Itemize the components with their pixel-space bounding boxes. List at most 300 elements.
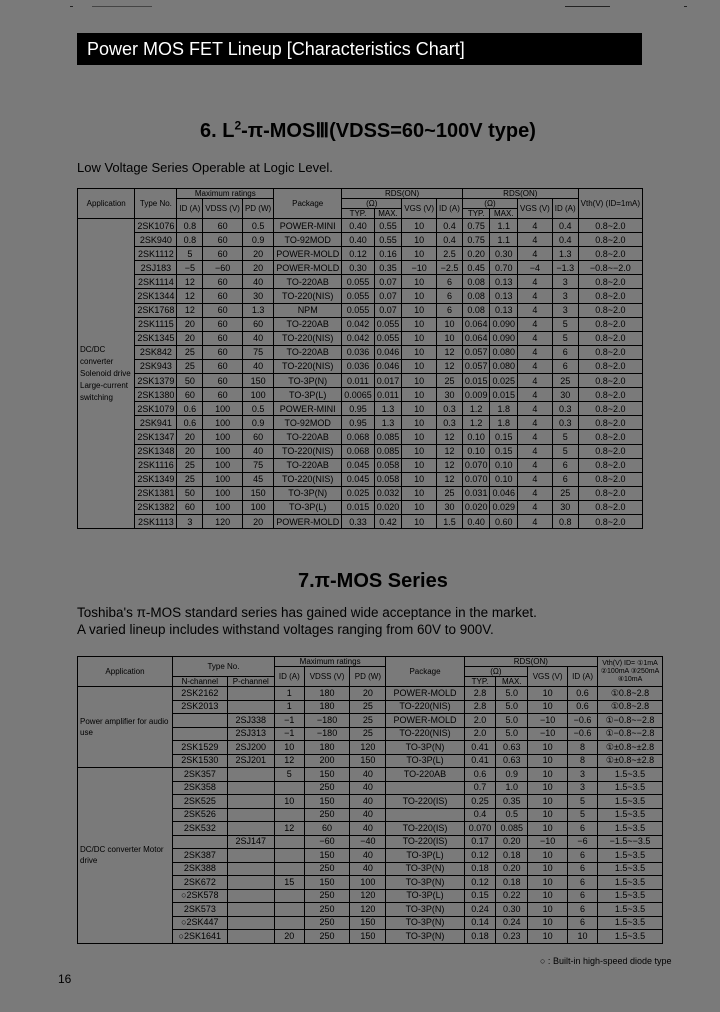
- intro-line-2: A varied lineup includes withstand voltages ranging from 60V to 900V.: [77, 622, 494, 637]
- table-row: [78, 219, 643, 233]
- table-cell: 60: [203, 317, 243, 331]
- table-cell: 25: [350, 714, 386, 728]
- table-cell: 0.35: [496, 795, 528, 809]
- col-max-1: MAX.: [374, 209, 402, 219]
- table-cell: 4: [517, 416, 552, 430]
- table-cell: 250: [304, 930, 350, 944]
- table-cell: 0.5: [496, 808, 528, 822]
- table-cell: 0.8~2.0: [578, 444, 642, 458]
- table-cell: 0.057: [462, 359, 490, 373]
- table-cell: 5.0: [496, 727, 528, 741]
- table-cell: 50: [177, 374, 203, 388]
- table-cell: [227, 687, 274, 701]
- table-cell: 0.3: [552, 416, 578, 430]
- table-cell: 10: [437, 331, 463, 345]
- table-row: [78, 458, 643, 472]
- table-row: [78, 289, 643, 303]
- col-type-no: Type No.: [135, 189, 177, 219]
- table-cell: 0.41: [464, 741, 496, 755]
- table-cell: 6: [437, 275, 463, 289]
- table-cell: 3: [552, 289, 578, 303]
- table-cell: TO-3P(N): [386, 876, 464, 890]
- table-cell: 150: [304, 768, 350, 782]
- table-cell: 0.8~2.0: [578, 514, 642, 528]
- table-cell: −2.5: [437, 261, 463, 275]
- table-cell: 2.0: [464, 727, 496, 741]
- table-cell: 2SJ183: [135, 261, 177, 275]
- application-cell: DC/DC converter Solenoid drive Large-current switching: [78, 219, 135, 529]
- table-row: [78, 247, 643, 261]
- table-cell: 25: [350, 727, 386, 741]
- table-cell: 6: [552, 472, 578, 486]
- table-cell: 0.63: [496, 741, 528, 755]
- table-cell: 0.055: [374, 331, 402, 345]
- table-cell: 12: [437, 444, 463, 458]
- table-cell: 4: [517, 444, 552, 458]
- col-ohm-1: (Ω): [342, 199, 402, 209]
- table-cell: [227, 862, 274, 876]
- table-cell: 0.07: [374, 303, 402, 317]
- table-cell: POWER-MOLD: [274, 261, 342, 275]
- col-vgs: VGS (V): [528, 667, 568, 687]
- table-cell: ①0.8~2.8: [598, 687, 663, 701]
- table-cell: 1: [274, 687, 304, 701]
- table-cell: 0.015: [462, 374, 490, 388]
- table-cell: 0.031: [462, 486, 490, 500]
- table-cell: 60: [203, 219, 243, 233]
- table-cell: 2SK1116: [135, 458, 177, 472]
- table-cell: 25: [437, 374, 463, 388]
- table-cell: 0.45: [462, 261, 490, 275]
- table-cell: 0.13: [490, 303, 518, 317]
- table-cell: 2SK1079: [135, 402, 177, 416]
- table-cell: 0.42: [374, 514, 402, 528]
- table-cell: 0.10: [490, 458, 518, 472]
- table-cell: 1.5~3.5: [598, 916, 663, 930]
- table-cell: 5.0: [496, 714, 528, 728]
- col-vdss: VDSS (V): [203, 199, 243, 219]
- section6-title-prefix: 6. L: [200, 120, 235, 142]
- table-cell: 2SK358: [173, 781, 228, 795]
- table-cell: 5: [552, 317, 578, 331]
- table-cell: 1.5~3.5: [598, 795, 663, 809]
- table-cell: 0.5: [242, 219, 273, 233]
- table-cell: 10: [528, 876, 568, 890]
- table-cell: 25: [552, 486, 578, 500]
- table-cell: [274, 849, 304, 863]
- table-cell: 0.4: [552, 233, 578, 247]
- table-cell: 10: [528, 687, 568, 701]
- table-row: [78, 374, 643, 388]
- table-cell: 0.070: [464, 822, 496, 836]
- table-cell: 0.064: [462, 331, 490, 345]
- table-cell: 4: [517, 303, 552, 317]
- table-cell: 10: [402, 317, 437, 331]
- table-cell: 60: [203, 303, 243, 317]
- table-cell: 0.8~2.0: [578, 402, 642, 416]
- table-cell: 12: [274, 754, 304, 768]
- table-cell: 0.70: [490, 261, 518, 275]
- table-cell: 10: [528, 754, 568, 768]
- table-cell: 10: [528, 822, 568, 836]
- col-typ-1: TYP.: [342, 209, 375, 219]
- table-cell: 0.085: [496, 822, 528, 836]
- table-cell: TO-3P(N): [386, 930, 464, 944]
- table-cell: 0.080: [490, 345, 518, 359]
- table-cell: [227, 916, 274, 930]
- table-cell: TO-220(NIS): [274, 289, 342, 303]
- table-cell: 10: [528, 916, 568, 930]
- table-cell: 2SK1349: [135, 472, 177, 486]
- table-cell: 0.8~2.0: [578, 500, 642, 514]
- table-cell: 0.12: [342, 247, 375, 261]
- page-header: Power MOS FET Lineup [Characteristics Chart]: [77, 33, 642, 65]
- table-cell: 10: [402, 416, 437, 430]
- table-cell: 2SJ313: [227, 727, 274, 741]
- application-dcdc: DC/DC converter Motor drive: [78, 768, 173, 944]
- table-cell: 0.18: [496, 849, 528, 863]
- table-cell: 6: [552, 359, 578, 373]
- table-cell: 10: [528, 795, 568, 809]
- table-row: [78, 402, 643, 416]
- table-cell: 150: [350, 916, 386, 930]
- table-cell: 4: [517, 219, 552, 233]
- table-cell: 0.036: [342, 345, 375, 359]
- table-cell: 0.0065: [342, 388, 375, 402]
- table-cell: 25: [177, 345, 203, 359]
- table-cell: 0.017: [374, 374, 402, 388]
- col-id-1: ID (A): [437, 199, 463, 219]
- table-cell: 0.40: [342, 219, 375, 233]
- table-cell: 60: [203, 359, 243, 373]
- table-cell: 0.40: [462, 514, 490, 528]
- table-cell: ①0.8~2.8: [598, 700, 663, 714]
- table-cell: ①±0.8~±2.8: [598, 754, 663, 768]
- table-cell: 0.070: [462, 458, 490, 472]
- table-cell: 0.9: [496, 768, 528, 782]
- table-cell: 1.3: [242, 303, 273, 317]
- table-row: [78, 261, 643, 275]
- table-cell: 0.15: [490, 444, 518, 458]
- table-cell: 0.55: [374, 219, 402, 233]
- table-cell: 10: [402, 430, 437, 444]
- table-cell: [227, 808, 274, 822]
- table-cell: [173, 835, 228, 849]
- table-cell: ○2SK447: [173, 916, 228, 930]
- table-cell: 1.5~3.5: [598, 903, 663, 917]
- table-cell: 250: [304, 862, 350, 876]
- table-cell: 0.8: [177, 219, 203, 233]
- table-cell: 0.41: [464, 754, 496, 768]
- col-package: Package: [386, 657, 464, 687]
- col-typ: TYP.: [464, 677, 496, 687]
- table-cell: 150: [350, 930, 386, 944]
- table-cell: 120: [350, 903, 386, 917]
- table-cell: 0.55: [374, 233, 402, 247]
- table-cell: 40: [350, 768, 386, 782]
- table-cell: 50: [177, 486, 203, 500]
- table-cell: 2SK1115: [135, 317, 177, 331]
- table-cell: 6: [568, 849, 598, 863]
- table-cell: 2SK1529: [173, 741, 228, 755]
- table-cell: 4: [517, 388, 552, 402]
- table-cell: 100: [203, 444, 243, 458]
- table-cell: 2SK1345: [135, 331, 177, 345]
- table-cell: 10: [402, 247, 437, 261]
- table-cell: 250: [304, 781, 350, 795]
- table-cell: POWER-MINI: [274, 402, 342, 416]
- table-cell: 0.8: [177, 233, 203, 247]
- table-cell: [227, 849, 274, 863]
- table-cell: 0.4: [437, 219, 463, 233]
- table-cell: 100: [203, 416, 243, 430]
- table-cell: 5.0: [496, 687, 528, 701]
- table-cell: 1.5: [437, 514, 463, 528]
- table-cell: 0.8: [552, 514, 578, 528]
- table-cell: 4: [517, 472, 552, 486]
- pi-mos-table: [77, 656, 663, 944]
- table-cell: TO-220(NIS): [386, 727, 464, 741]
- table-cell: −1.3: [552, 261, 578, 275]
- table-cell: 0.085: [374, 444, 402, 458]
- table-cell: 5: [552, 444, 578, 458]
- table-cell: 0.95: [342, 416, 375, 430]
- col-rds-on-2: RDS(ON): [462, 189, 578, 199]
- table-cell: 0.8~2.0: [578, 345, 642, 359]
- table-cell: 0.064: [462, 317, 490, 331]
- table-cell: 3: [552, 303, 578, 317]
- col-rds-on: RDS(ON): [464, 657, 597, 667]
- table-cell: 0.18: [464, 862, 496, 876]
- table-cell: 60: [242, 430, 273, 444]
- table-cell: 0.13: [490, 289, 518, 303]
- table-cell: 0.12: [464, 849, 496, 863]
- table-cell: 0.8~2.0: [578, 219, 642, 233]
- table-cell: 5: [552, 331, 578, 345]
- table-cell: 5: [568, 808, 598, 822]
- table-cell: 2SK357: [173, 768, 228, 782]
- table-cell: 250: [304, 916, 350, 930]
- table-cell: 100: [203, 458, 243, 472]
- table-cell: 4: [517, 402, 552, 416]
- table-cell: 60: [203, 374, 243, 388]
- table-cell: 0.07: [374, 275, 402, 289]
- table-cell: 1.5~3.5: [598, 849, 663, 863]
- table-cell: 2SJ201: [227, 754, 274, 768]
- section6-title: [200, 118, 536, 143]
- table-cell: 2SK526: [173, 808, 228, 822]
- table-row: [78, 345, 643, 359]
- table-cell: 60: [304, 822, 350, 836]
- table-cell: TO-220(NIS): [274, 331, 342, 345]
- table-cell: 2SK842: [135, 345, 177, 359]
- table-cell: 10: [402, 331, 437, 345]
- table-cell: 2SJ200: [227, 741, 274, 755]
- table-cell: 6: [437, 289, 463, 303]
- table-cell: 0.055: [342, 275, 375, 289]
- table-cell: TO-220(IS): [386, 795, 464, 809]
- table-cell: TO-3P(N): [386, 916, 464, 930]
- table-row: [78, 275, 643, 289]
- table-cell: 2SK525: [173, 795, 228, 809]
- table-cell: 1.1: [490, 219, 518, 233]
- table-cell: 0.40: [342, 233, 375, 247]
- table-cell: 10: [568, 930, 598, 944]
- col-id-2: ID (A): [568, 667, 598, 687]
- table-cell: 200: [304, 754, 350, 768]
- table-cell: 0.08: [462, 303, 490, 317]
- table-cell: ①±0.8~±2.8: [598, 741, 663, 755]
- table-cell: 0.055: [342, 289, 375, 303]
- table-cell: TO-3P(N): [386, 741, 464, 755]
- table-cell: 0.23: [496, 930, 528, 944]
- col-pd: PD (W): [242, 199, 273, 219]
- table-cell: 2SK940: [135, 233, 177, 247]
- table-cell: 1.2: [462, 402, 490, 416]
- table-cell: 0.75: [462, 233, 490, 247]
- table-cell: NPM: [274, 303, 342, 317]
- table-cell: 60: [203, 275, 243, 289]
- table-cell: 0.3: [437, 402, 463, 416]
- col-id-2: ID (A): [552, 199, 578, 219]
- table-cell: [227, 876, 274, 890]
- table-cell: 10: [402, 402, 437, 416]
- table-row: [78, 317, 643, 331]
- table-cell: 10: [402, 472, 437, 486]
- table-cell: 0.4: [437, 233, 463, 247]
- table-cell: 1.3: [374, 416, 402, 430]
- table-cell: 20: [177, 444, 203, 458]
- table-cell: 100: [242, 500, 273, 514]
- col-vdss: VDSS (V): [304, 667, 350, 687]
- table-cell: TO-3P(L): [274, 500, 342, 514]
- table-cell: 75: [242, 345, 273, 359]
- table-row: [78, 430, 643, 444]
- table-cell: −6: [568, 835, 598, 849]
- table-cell: 0.60: [490, 514, 518, 528]
- table-cell: 0.8~2.0: [578, 374, 642, 388]
- table-cell: 10: [402, 388, 437, 402]
- table-cell: 0.068: [342, 444, 375, 458]
- table-cell: 0.009: [462, 388, 490, 402]
- table-cell: TO-92MOD: [274, 416, 342, 430]
- col-p-channel: P-channel: [227, 677, 274, 687]
- table-cell: −10: [402, 261, 437, 275]
- table-cell: 0.20: [462, 247, 490, 261]
- table-cell: [227, 768, 274, 782]
- table-cell: 5: [552, 430, 578, 444]
- table-cell: 250: [304, 903, 350, 917]
- table-cell: 2SK672: [173, 876, 228, 890]
- table-cell: 10: [402, 289, 437, 303]
- table-cell: 0.14: [464, 916, 496, 930]
- table-cell: 0.8~2.0: [578, 359, 642, 373]
- table-cell: 0.6: [177, 416, 203, 430]
- table-cell: 0.029: [490, 500, 518, 514]
- table-cell: 180: [304, 687, 350, 701]
- table-cell: 0.33: [342, 514, 375, 528]
- table-cell: 4: [517, 247, 552, 261]
- table-cell: 150: [304, 876, 350, 890]
- col-type-no: Type No.: [173, 657, 275, 677]
- table-cell: TO-3P(N): [274, 486, 342, 500]
- table-cell: 4: [517, 430, 552, 444]
- table-cell: 120: [350, 741, 386, 755]
- footnote: ○ : Built-in high-speed diode type: [540, 956, 672, 966]
- table-cell: 20: [242, 261, 273, 275]
- table-cell: 150: [350, 754, 386, 768]
- table-cell: 8: [568, 754, 598, 768]
- table-cell: 0.24: [464, 903, 496, 917]
- table-cell: 20: [177, 430, 203, 444]
- table-cell: 0.13: [490, 275, 518, 289]
- table-cell: 120: [203, 514, 243, 528]
- table-cell: 40: [350, 781, 386, 795]
- table-cell: 0.18: [496, 876, 528, 890]
- section7-title: 7.π-MOS Series: [298, 570, 448, 592]
- table-cell: [386, 808, 464, 822]
- table-cell: TO-220(NIS): [274, 359, 342, 373]
- table-cell: TO-220AB: [274, 430, 342, 444]
- table-cell: 60: [203, 233, 243, 247]
- table-cell: 6: [552, 345, 578, 359]
- table-cell: 0.090: [490, 317, 518, 331]
- table-cell: 25: [350, 700, 386, 714]
- table-cell: −4: [517, 261, 552, 275]
- col-n-channel: N-channel: [173, 677, 228, 687]
- table-cell: 60: [177, 388, 203, 402]
- table-cell: ①−0.8~−2.8: [598, 714, 663, 728]
- table-cell: 2SK1112: [135, 247, 177, 261]
- page-number: 16: [58, 972, 72, 986]
- table-cell: 0.068: [342, 430, 375, 444]
- table-cell: 4: [517, 374, 552, 388]
- table-cell: 1.8: [490, 402, 518, 416]
- table-cell: 0.30: [490, 247, 518, 261]
- table-cell: 0.025: [490, 374, 518, 388]
- table-cell: 2SK573: [173, 903, 228, 917]
- col-pd: PD (W): [350, 667, 386, 687]
- table-cell: 0.6: [568, 687, 598, 701]
- table-cell: 6: [568, 903, 598, 917]
- table-cell: 0.8~2.0: [578, 247, 642, 261]
- table-cell: 60: [203, 289, 243, 303]
- table-cell: −0.8~−2.0: [578, 261, 642, 275]
- table-cell: 10: [528, 903, 568, 917]
- table-cell: [274, 916, 304, 930]
- table-cell: 2SK1113: [135, 514, 177, 528]
- table-cell: 3: [568, 768, 598, 782]
- table-row: [78, 303, 643, 317]
- table-cell: −1.5~−3.5: [598, 835, 663, 849]
- table-row: [78, 500, 643, 514]
- table-cell: 1: [274, 700, 304, 714]
- table-cell: 6: [568, 862, 598, 876]
- table-cell: 4: [517, 500, 552, 514]
- table-cell: 0.07: [374, 289, 402, 303]
- table-cell: 60: [203, 345, 243, 359]
- table-cell: 2SK1768: [135, 303, 177, 317]
- table-cell: 100: [242, 388, 273, 402]
- table-cell: 10: [402, 458, 437, 472]
- table-cell: 0.080: [490, 359, 518, 373]
- table-cell: 0.3: [437, 416, 463, 430]
- table-cell: 8: [568, 741, 598, 755]
- table-cell: −0.6: [568, 714, 598, 728]
- section6-subtitle: Low Voltage Series Operable at Logic Level.: [77, 160, 333, 175]
- table-cell: 1.5~3.5: [598, 768, 663, 782]
- table-cell: [173, 714, 228, 728]
